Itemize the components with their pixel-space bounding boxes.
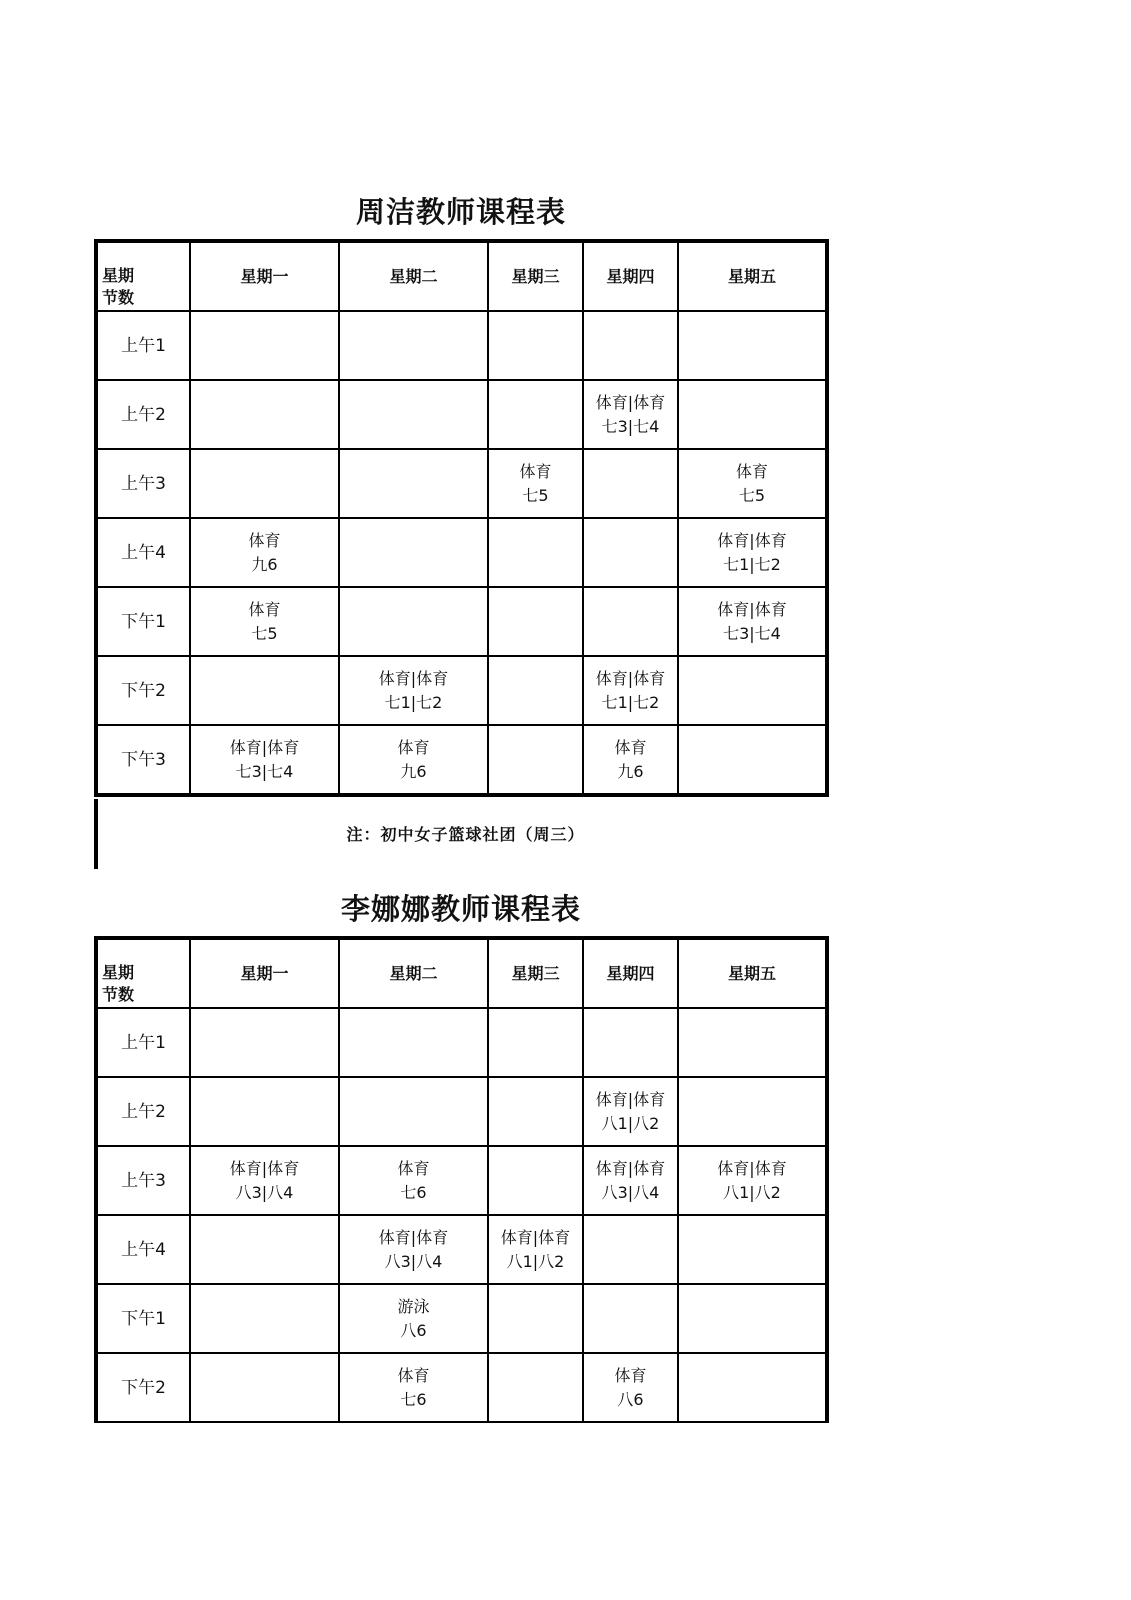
schedule-cell (488, 311, 583, 380)
schedule-cell (339, 449, 488, 518)
schedule-cell (190, 1353, 339, 1422)
day-header: 星期一 (190, 241, 339, 311)
schedule-cell (190, 1077, 339, 1146)
schedule-cell (190, 1146, 339, 1215)
table-row (96, 1008, 827, 1077)
schedule-cell (488, 1215, 583, 1284)
class-entry: 七3|七4 (235, 761, 294, 781)
period-label: 下午2 (96, 1353, 190, 1422)
schedule-cell (488, 449, 583, 518)
class-entry: 八1|八2 (723, 1182, 781, 1202)
class-entry: 八6 (617, 1389, 644, 1409)
schedule-cell (678, 1215, 827, 1284)
schedule-cell (488, 1353, 583, 1422)
table-row (96, 380, 827, 449)
day-header: 星期四 (583, 938, 678, 1008)
schedule-table (94, 239, 829, 797)
period-label: 上午4 (96, 1215, 190, 1284)
class-entry: 体育|体育 (595, 668, 666, 688)
class-entry: 七5 (251, 623, 278, 643)
schedule-cell (190, 380, 339, 449)
class-entry: 七3|七4 (723, 623, 781, 643)
schedule-cell (583, 1077, 678, 1146)
period-label: 下午2 (96, 656, 190, 725)
schedule-cell (583, 1353, 678, 1422)
class-entry: 八6 (400, 1320, 427, 1340)
day-header: 星期四 (583, 241, 678, 311)
schedule-cell (678, 380, 827, 449)
schedule-cell (339, 587, 488, 656)
schedule-cell (339, 518, 488, 587)
schedule-cell (678, 656, 827, 725)
corner-header (96, 241, 190, 311)
schedule-cell (339, 1353, 488, 1422)
class-entry: 体育|体育 (500, 1227, 571, 1247)
period-label: 下午1 (96, 1284, 190, 1353)
note-text: 注：初中女子篮球社团（周三） (346, 825, 585, 844)
schedule-cell (678, 1284, 827, 1353)
class-entry: 体育|体育 (378, 668, 449, 688)
class-entry: 体育|体育 (595, 1089, 666, 1109)
class-entry: 七1|七2 (723, 554, 781, 574)
schedule-cell (190, 1284, 339, 1353)
class-entry: 七1|七2 (384, 692, 443, 712)
schedule-cell (488, 1284, 583, 1353)
schedule-title: 周洁教师课程表 (355, 195, 566, 229)
schedule-cell (339, 725, 488, 795)
corner-header (96, 938, 190, 1008)
class-entry: 体育 (248, 599, 281, 619)
class-entry: 九6 (251, 554, 278, 574)
header-row (96, 938, 827, 1008)
table-row (96, 656, 827, 725)
class-entry: 体育|体育 (595, 1158, 666, 1178)
schedule-cell (678, 449, 827, 518)
schedule-cell (339, 1146, 488, 1215)
class-entry: 体育 (614, 1365, 647, 1385)
schedule-cell (339, 311, 488, 380)
day-header: 星期二 (339, 241, 488, 311)
corner-label: 节数 (102, 985, 135, 1004)
class-entry: 八3|八4 (235, 1182, 294, 1202)
day-header: 星期三 (488, 241, 583, 311)
schedule-cell (488, 725, 583, 795)
schedule-cell (678, 1353, 827, 1422)
schedule-cell (583, 1146, 678, 1215)
period-label: 下午3 (96, 725, 190, 795)
class-entry: 七3|七4 (601, 416, 660, 436)
class-entry: 体育|体育 (717, 1158, 787, 1178)
corner-label: 节数 (102, 288, 135, 307)
class-entry: 体育 (397, 1158, 430, 1178)
schedule-cell (583, 380, 678, 449)
class-entry: 七5 (522, 485, 549, 505)
class-entry: 体育|体育 (717, 599, 787, 619)
schedule-cell (678, 1008, 827, 1077)
class-entry: 体育 (519, 461, 552, 481)
period-label: 上午1 (96, 311, 190, 380)
table-row (96, 311, 827, 380)
header-row (96, 241, 827, 311)
period-label: 上午3 (96, 1146, 190, 1215)
class-entry: 体育 (735, 461, 768, 481)
class-entry: 九6 (400, 761, 427, 781)
schedule-cell (583, 1284, 678, 1353)
day-header: 星期三 (488, 938, 583, 1008)
period-label: 上午2 (96, 1077, 190, 1146)
schedule-cell (190, 725, 339, 795)
schedule-cell (583, 1008, 678, 1077)
schedule-cell (190, 1215, 339, 1284)
class-entry: 七6 (400, 1182, 427, 1202)
schedule-cell (488, 656, 583, 725)
schedule-cell (339, 1077, 488, 1146)
schedule-cell (678, 311, 827, 380)
schedule-cell (678, 1077, 827, 1146)
table-row (96, 725, 827, 795)
schedule-cell (190, 518, 339, 587)
schedule-cell (583, 587, 678, 656)
schedule-cell (583, 1215, 678, 1284)
table-row (96, 587, 827, 656)
schedule-cell (488, 1008, 583, 1077)
schedule-cell (190, 587, 339, 656)
period-label: 上午2 (96, 380, 190, 449)
table-row (96, 1353, 827, 1422)
schedule-cell (190, 449, 339, 518)
period-label: 下午1 (96, 587, 190, 656)
schedule-title: 李娜娜教师课程表 (340, 892, 581, 926)
class-entry: 体育 (397, 1365, 430, 1385)
class-entry: 体育|体育 (229, 1158, 300, 1178)
class-entry: 体育 (397, 737, 430, 757)
class-entry: 七1|七2 (601, 692, 660, 712)
schedule-cell (583, 725, 678, 795)
note-area (94, 799, 833, 869)
schedule-cell (339, 380, 488, 449)
class-entry: 九6 (617, 761, 644, 781)
schedule-cell (488, 518, 583, 587)
corner-label: 星期 (102, 963, 135, 982)
class-entry: 八1|八2 (601, 1113, 660, 1133)
schedule-cell (678, 725, 827, 795)
schedule-table (94, 936, 829, 1423)
schedule-cell (488, 1077, 583, 1146)
class-entry: 体育|体育 (595, 392, 666, 412)
schedule-cell (583, 449, 678, 518)
schedule-cell (583, 311, 678, 380)
class-entry: 七6 (400, 1389, 427, 1409)
class-entry: 八3|八4 (601, 1182, 660, 1202)
class-entry: 七5 (738, 485, 766, 505)
period-label: 上午1 (96, 1008, 190, 1077)
schedule-cell (488, 380, 583, 449)
schedule-cell (488, 1146, 583, 1215)
schedule-cell (339, 1284, 488, 1353)
table-row (96, 449, 827, 518)
schedule-cell (339, 656, 488, 725)
schedule-cell (488, 587, 583, 656)
table-row (96, 1146, 827, 1215)
class-entry: 游泳 (397, 1296, 430, 1316)
table-row (96, 1077, 827, 1146)
schedule-cell (190, 656, 339, 725)
day-header: 星期二 (339, 938, 488, 1008)
schedule-cell (190, 311, 339, 380)
class-entry: 八3|八4 (384, 1251, 443, 1271)
schedule-cell (678, 518, 827, 587)
schedule-cell (339, 1215, 488, 1284)
schedule-cell (678, 587, 827, 656)
corner-label: 星期 (102, 266, 135, 285)
table-row (96, 1215, 827, 1284)
schedule-cell (339, 1008, 488, 1077)
class-entry: 体育|体育 (378, 1227, 449, 1247)
class-entry: 体育|体育 (717, 530, 787, 550)
schedule-cell (583, 518, 678, 587)
day-header: 星期五 (678, 938, 827, 1008)
schedule-cell (583, 656, 678, 725)
table-row (96, 518, 827, 587)
class-entry: 体育|体育 (229, 737, 300, 757)
schedule-cell (678, 1146, 827, 1215)
class-entry: 八1|八2 (506, 1251, 565, 1271)
period-label: 上午3 (96, 449, 190, 518)
class-entry: 体育 (614, 737, 647, 757)
day-header: 星期五 (678, 241, 827, 311)
day-header: 星期一 (190, 938, 339, 1008)
schedule-cell (190, 1008, 339, 1077)
period-label: 上午4 (96, 518, 190, 587)
table-row (96, 1284, 827, 1353)
class-entry: 体育 (248, 530, 281, 550)
